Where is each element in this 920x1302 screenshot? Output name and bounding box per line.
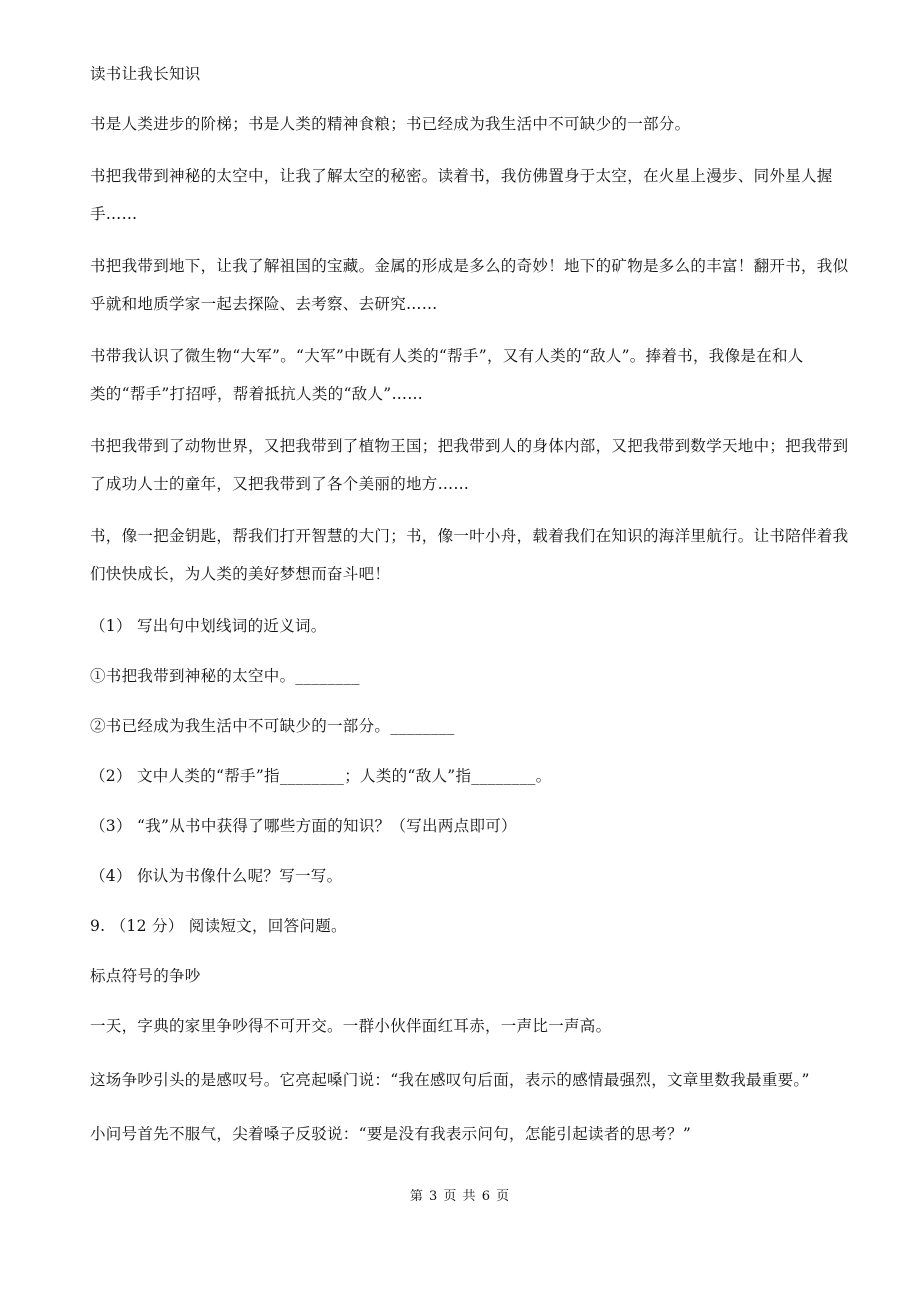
page-footer: 第 3 页 共 6 页 xyxy=(409,1189,511,1204)
passage-paragraph-6-line-2: 们快快成长，为人类的美好梦想而奋斗吧！ xyxy=(90,565,391,583)
passage-paragraph-2-line-1: 书把我带到神秘的太空中，让我了解太空的秘密。读着书，我仿佛置身于太空，在火星上漫步、同外星人握 xyxy=(90,167,833,185)
passage-title: 读书让我长知识 xyxy=(90,65,201,83)
question-2: （2） 文中人类的“帮手”指________；人类的“敌人”指________。 xyxy=(90,767,552,785)
next-passage-title: 标点符号的争吵 xyxy=(90,967,201,985)
question-1-item-a: ①书把我带到神秘的太空中。________ xyxy=(90,667,360,685)
question-1: （1） 写出句中划线词的近义词。 xyxy=(90,617,327,635)
next-passage-line-2: 这场争吵引头的是感叹号。它亮起嗓门说：“我在感叹句后面，表示的感情最强烈，文章里数我最重要。” xyxy=(90,1071,810,1089)
passage-paragraph-3-line-2: 乎就和地质学家一起去探险、去考察、去研究…… xyxy=(90,295,438,313)
question-1-item-b: ②书已经成为我生活中不可缺少的一部分。________ xyxy=(90,717,455,735)
question-4: （4） 你认为书像什么呢？写一写。 xyxy=(90,867,343,885)
passage-paragraph-3-line-1: 书把我带到地下，让我了解祖国的宝藏。金属的形成是多么的奇妙！地下的矿物是多么的丰富！翻开书，我似 xyxy=(90,257,849,275)
question-9-header: 9. （12 分） 阅读短文，回答问题。 xyxy=(90,917,347,935)
passage-paragraph-2-line-2: 手…… xyxy=(90,205,138,223)
passage-paragraph-4-line-2: 类的“帮手”打招呼，帮着抵抗人类的“敌人”…… xyxy=(90,385,424,403)
passage-paragraph-1: 书是人类进步的阶梯；书是人类的精神食粮；书已经成为我生活中不可缺少的一部分。 xyxy=(90,115,691,133)
passage-paragraph-5-line-2: 了成功人士的童年，又把我带到了各个美丽的地方…… xyxy=(90,475,470,493)
next-passage-line-3: 小问号首先不服气，尖着嗓子反驳说：“要是没有我表示问句，怎能引起读者的思考？” xyxy=(90,1125,692,1143)
passage-paragraph-5-line-1: 书把我带到了动物世界，又把我带到了植物王国；把我带到人的身体内部，又把我带到数学天地中；把我带到 xyxy=(90,437,849,455)
passage-paragraph-4-line-1: 书带我认识了微生物“大军”。“大军”中既有人类的“帮手”，又有人类的“敌人”。捧着书，我像是在和人 xyxy=(90,347,804,365)
question-3: （3） “我”从书中获得了哪些方面的知识？（写出两点即可） xyxy=(90,817,517,835)
passage-paragraph-6-line-1: 书，像一把金钥匙，帮我们打开智慧的大门；书，像一叶小舟，载着我们在知识的海洋里航行。让书陪伴着我 xyxy=(90,527,849,545)
next-passage-line-1: 一天，字典的家里争吵得不可开交。一群小伙伴面红耳赤，一声比一声高。 xyxy=(90,1017,612,1035)
